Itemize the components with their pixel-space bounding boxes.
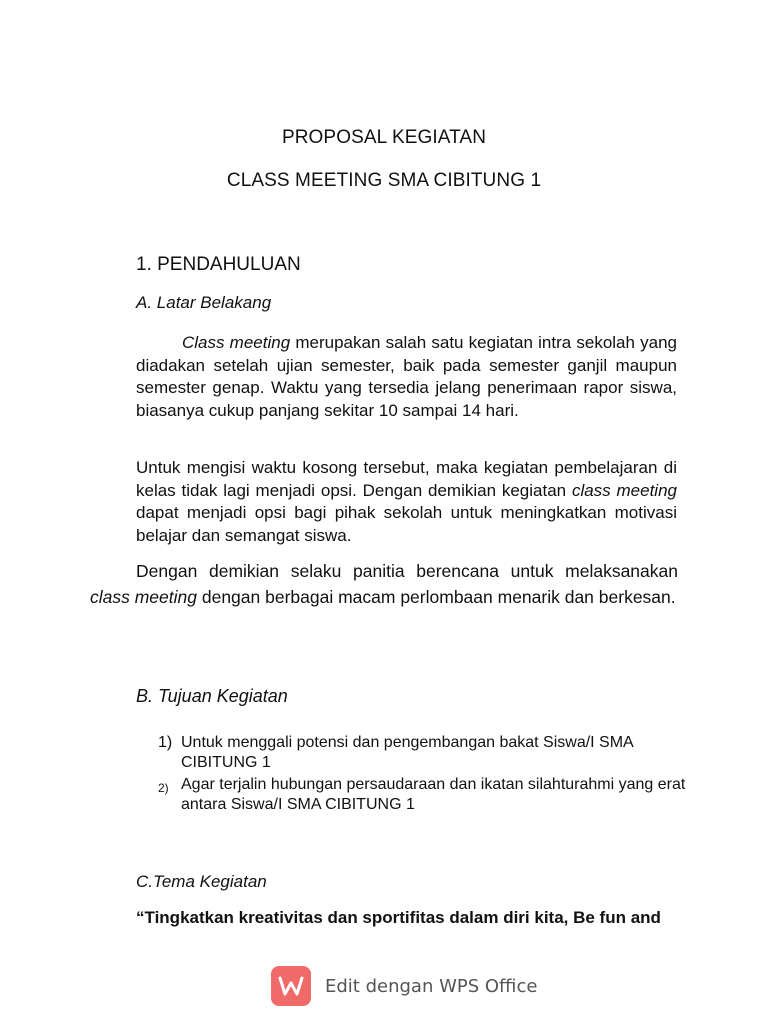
list-number: 1) [158,734,173,751]
subheading-tujuan-kegiatan: B. Tujuan Kegiatan [136,686,288,706]
subheading-latar-belakang: A. Latar Belakang [136,293,272,312]
wps-label: Edit dengan WPS Office [325,975,538,997]
subheading-tema-kegiatan: C.Tema Kegiatan [136,872,267,891]
document-title: PROPOSAL KEGIATAN [281,127,487,148]
theme-quote: “Tingkatkan kreativitas dan sportifitas dalam diri kita, Be fun and [136,908,661,927]
paragraph-text: merupakan salah satu kegiatan intra sekolah yang diadakan setelah ujian semester, baik pada semester ganjil maupun semester genap. Waktu yang tersedia jelang penerimaan rapor siswa, biasanya cukup panjang sekitar 10 sampai 14 hari. [136,333,678,420]
paragraph-text: dengan berbagai macam perlombaan menarik dan berkesan. [197,587,676,607]
paragraph-text: dapat menjadi opsi bagi pihak sekolah untuk meningkatkan motivasi belajar dan semangat siswa. [136,503,677,545]
list-text: Agar terjalin hubungan persaudaraan dan ikatan silahturahmi yang erat antara Siswa/I SMA CIBITUNG 1 [181,776,686,813]
paragraph-waktu-kosong [136,457,677,547]
edit-with-wps-button[interactable] [271,965,537,1007]
wps-office-logo-icon [271,966,311,1006]
section-heading-pendahuluan: 1. PENDAHULUAN [136,254,301,275]
goals-list [158,733,698,817]
list-item [158,775,698,815]
list-number: 2) [158,781,169,795]
paragraph-text: Untuk mengisi waktu kosong tersebut, maka kegiatan pembelajaran di kelas tidak lagi menjadi opsi. Dengan demikian kegiatan [136,458,677,500]
italic-term: class meeting [571,480,677,500]
list-item [158,733,698,773]
document-subtitle: CLASS MEETING SMA CIBITUNG 1 [226,170,542,191]
paragraph-class-meeting-intro [136,332,677,422]
italic-term: Class meeting [182,333,291,352]
paragraph-text: Dengan demikian selaku panitia berencana untuk melaksanakan [136,561,678,581]
paragraph-panitia [90,558,678,610]
list-text: Untuk menggali potensi dan pengembangan bakat Siswa/I SMA CIBITUNG 1 [181,734,633,771]
italic-term: class meeting [90,587,197,607]
